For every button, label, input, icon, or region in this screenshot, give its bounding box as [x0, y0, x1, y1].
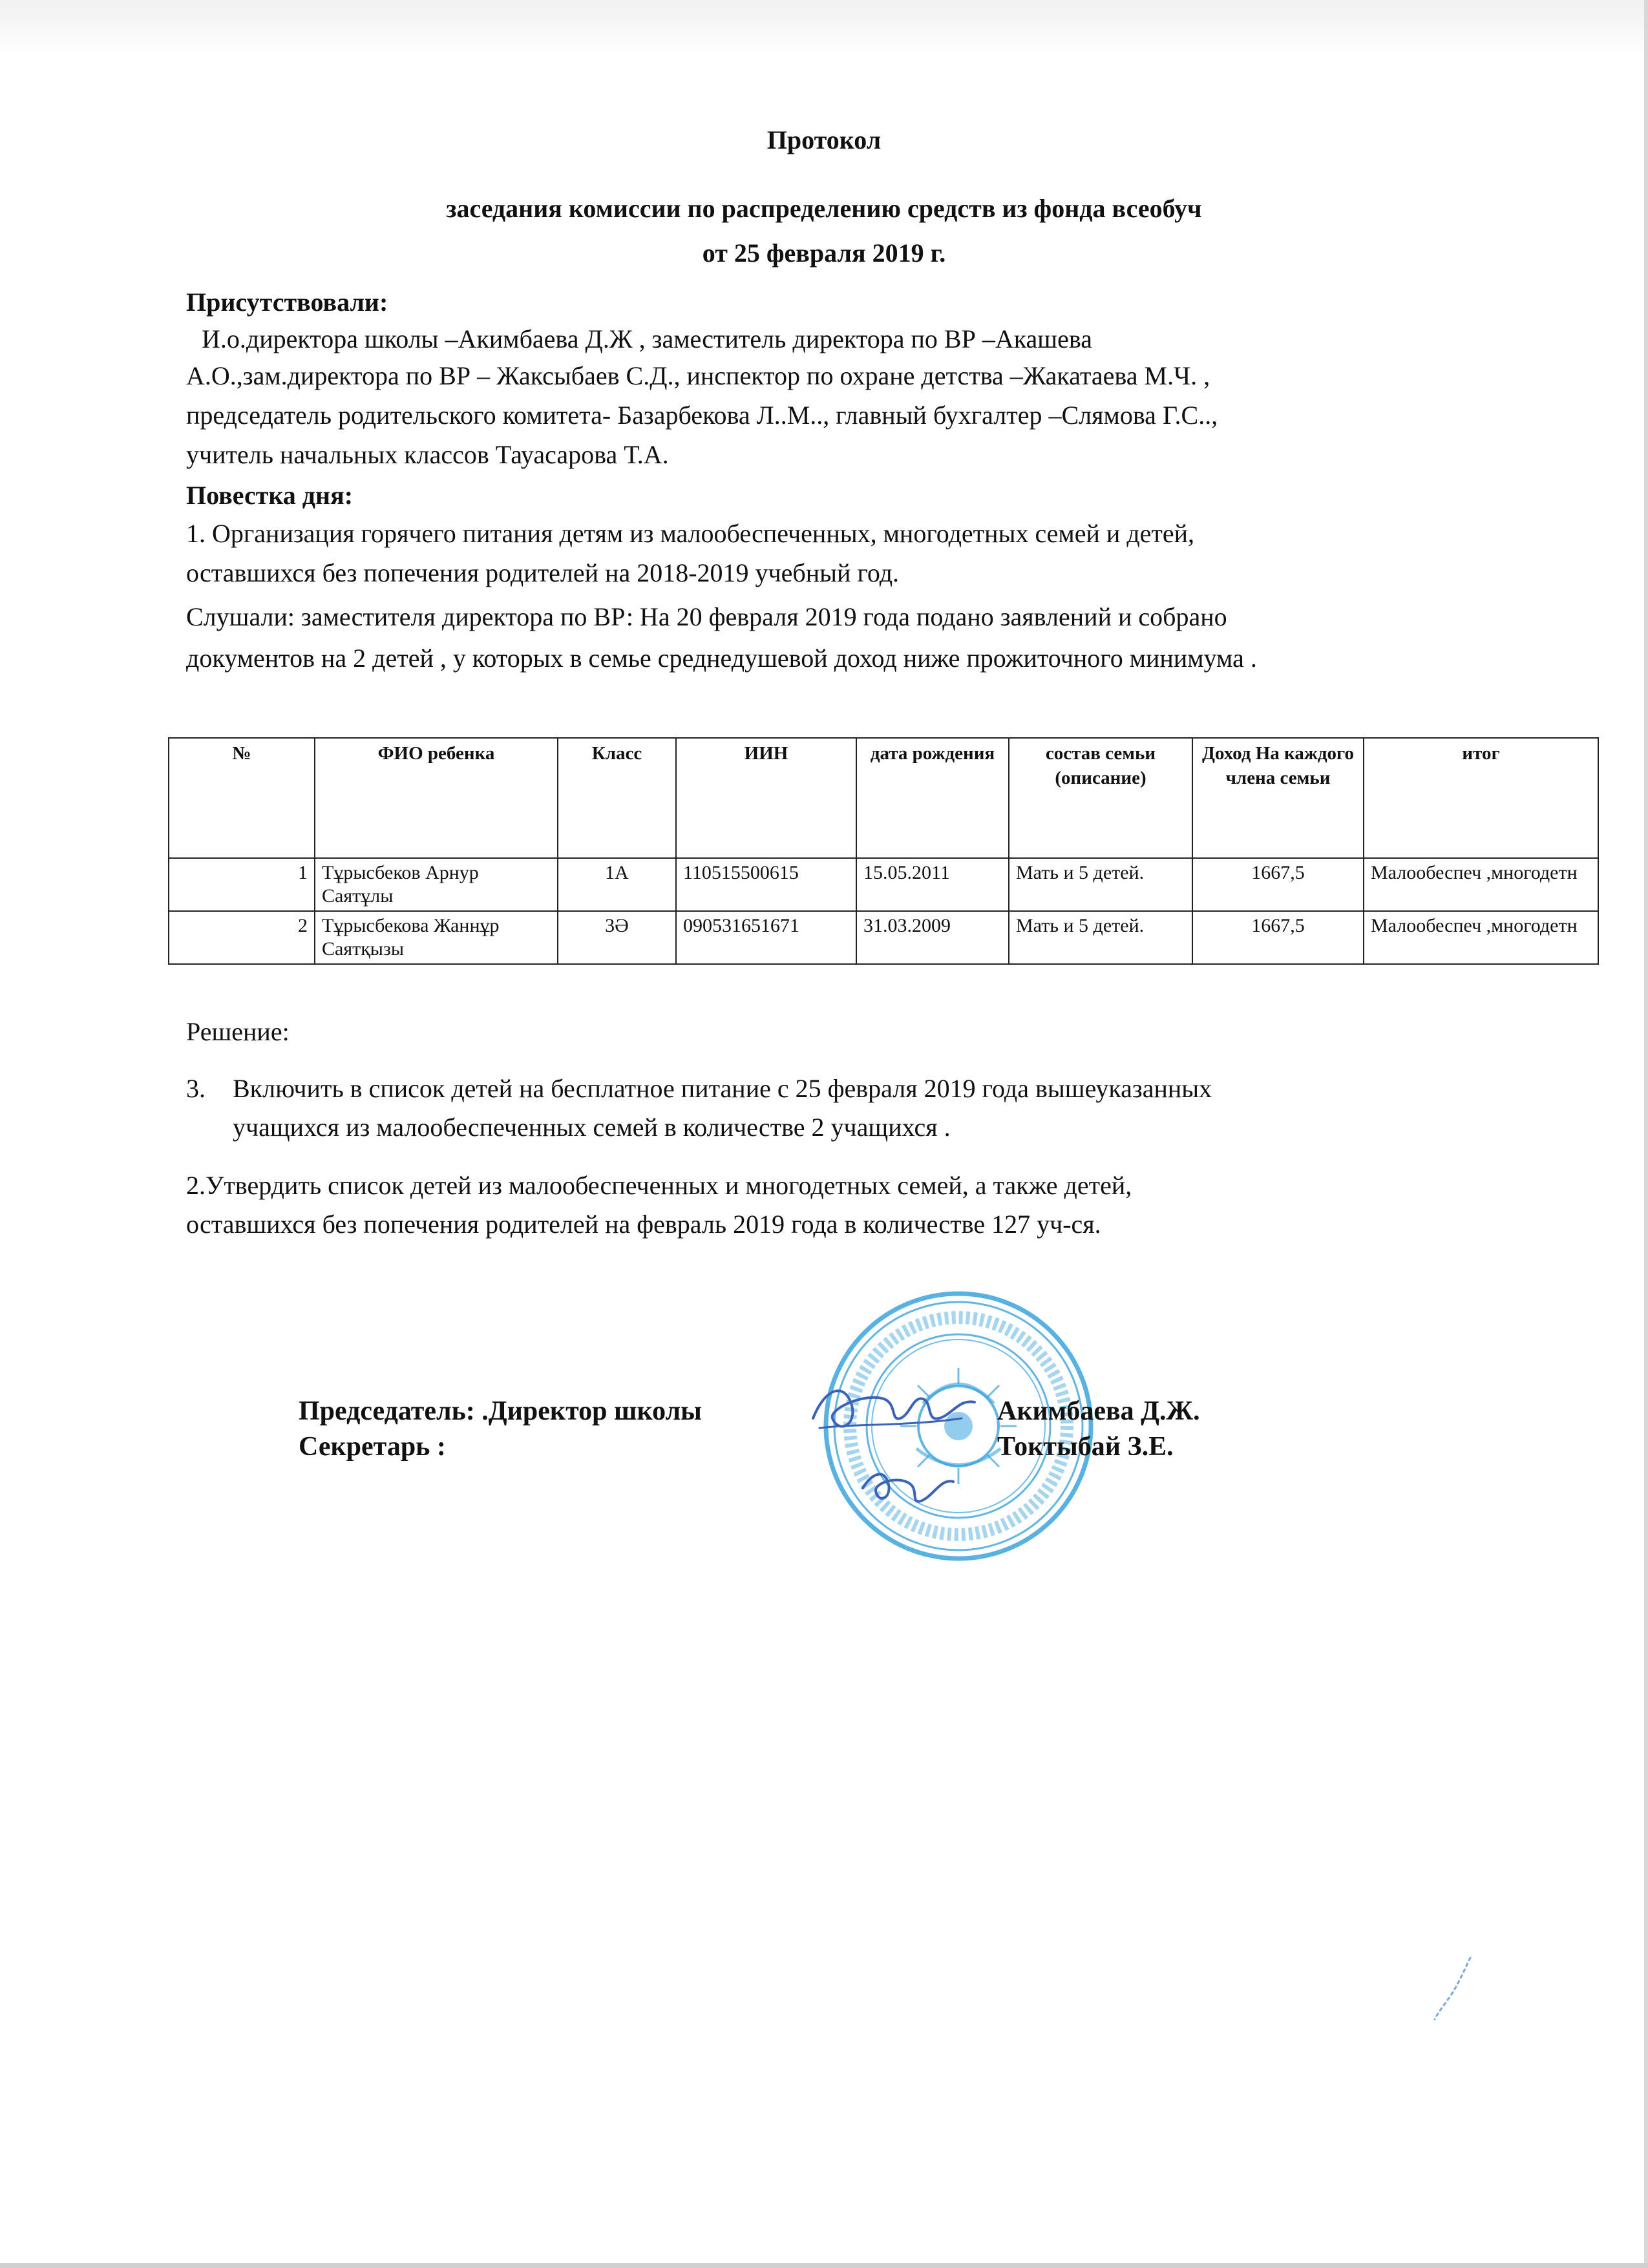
decision-heading: Решение: — [186, 1017, 290, 1046]
secretary-label: Секретарь : — [299, 1432, 446, 1462]
decision-item-2-line-1: 2.Утвердить список детей из малообеспеченных и многодетных семей, а также детей, — [186, 1171, 1132, 1200]
col-header-name: ФИО ребенка — [315, 738, 558, 858]
document-title: Протокол — [766, 125, 882, 154]
col-header-class: Класс — [558, 738, 676, 858]
cell-family: Мать и 5 детей. — [1009, 911, 1192, 964]
chair-name: Акимбаева Д.Ж. — [997, 1396, 1200, 1426]
heard-line-1: Слушали: заместителя директора по ВР: На 20 февраля 2019 года подано заявлений и собрано — [186, 602, 1227, 631]
cell-name: Тұрысбекова Жаннұр Саятқызы — [315, 911, 558, 964]
chair-signature — [800, 1373, 988, 1444]
decision-item-2-line-2: оставшихся без попечения родителей на февраль 2019 года в количестве 127 уч-ся. — [186, 1210, 1101, 1239]
cell-number: 1 — [169, 858, 315, 911]
heard-line-2: документов на 2 детей , у которых в семье среднедушевой доход ниже прожиточного минимума . — [186, 644, 1257, 673]
cell-name: Тұрысбеков Арнур Саятұлы — [315, 858, 558, 911]
agenda-heading: Повестка дня: — [186, 481, 354, 510]
col-header-number: № — [169, 738, 315, 858]
col-header-family: состав семьи (описание) — [1009, 738, 1192, 858]
document-date: от 25 февраля 2019 г. — [702, 238, 946, 268]
decision-item-1-number: 3. — [186, 1074, 206, 1103]
cell-income: 1667,5 — [1192, 911, 1364, 964]
cell-income: 1667,5 — [1192, 858, 1364, 911]
col-header-iin: ИИН — [676, 738, 856, 858]
decision-item-1-line-1: Включить в список детей на бесплатное питание с 25 февраля 2019 года вышеуказанных — [233, 1074, 1212, 1103]
secretary-name: Токтыбай З.Е. — [997, 1432, 1174, 1462]
agenda-item-1-line-1: 1. Организация горячего питания детям из малообеспеченных, многодетных семей и детей, — [186, 519, 1195, 548]
ink-mark — [1425, 1951, 1483, 2029]
cell-iin: 090531651671 — [676, 911, 856, 964]
attendees-line-4: учитель начальных классов Тауасарова Т.А. — [186, 440, 669, 469]
col-header-income: Доход На каждого члена семьи — [1192, 738, 1364, 858]
secretary-signature — [850, 1449, 966, 1520]
cell-birth-date: 15.05.2011 — [856, 858, 1009, 911]
attendees-line-2: А.О.,зам.директора по ВР – Жаксыбаев С.Д., инспектор по охране детства –Жакатаева М.Ч. , — [186, 361, 1210, 390]
attendees-line-1: И.о.директора школы –Акимбаева Д.Ж , заместитель директора по ВР –Акашева — [202, 324, 1092, 353]
cell-number: 2 — [169, 911, 315, 964]
cell-result: Малообеспеч ,многодетн — [1364, 858, 1598, 911]
document-subtitle: заседания комиссии по распределению средств из фонда всеобуч — [446, 194, 1202, 223]
cell-class: 1А — [558, 858, 676, 911]
agenda-item-1-line-2: оставшихся без попечения родителей на 2018-2019 учебный год. — [186, 558, 900, 587]
table-header-row — [169, 738, 1598, 858]
table-row — [169, 858, 1598, 911]
cell-class: 3Ә — [558, 911, 676, 964]
table-row — [169, 911, 1598, 964]
decision-item-1-line-2: учащихся из малообеспеченных семей в количестве 2 учащихся . — [233, 1113, 951, 1142]
col-header-result: итог — [1364, 738, 1598, 858]
col-header-birth-date: дата рождения — [856, 738, 1009, 858]
cell-result: Малообеспеч ,многодетн — [1364, 911, 1598, 964]
cell-birth-date: 31.03.2009 — [856, 911, 1009, 964]
cell-family: Мать и 5 детей. — [1009, 858, 1192, 911]
chair-label: Председатель: .Директор школы — [299, 1396, 702, 1426]
attendees-heading: Присутствовали: — [186, 288, 388, 317]
attendees-line-3: председатель родительского комитета- Базарбекова Л..М.., главный бухгалтер –Слямова Г.С.., — [186, 401, 1218, 430]
children-table — [168, 737, 1599, 965]
cell-iin: 110515500615 — [676, 858, 856, 911]
